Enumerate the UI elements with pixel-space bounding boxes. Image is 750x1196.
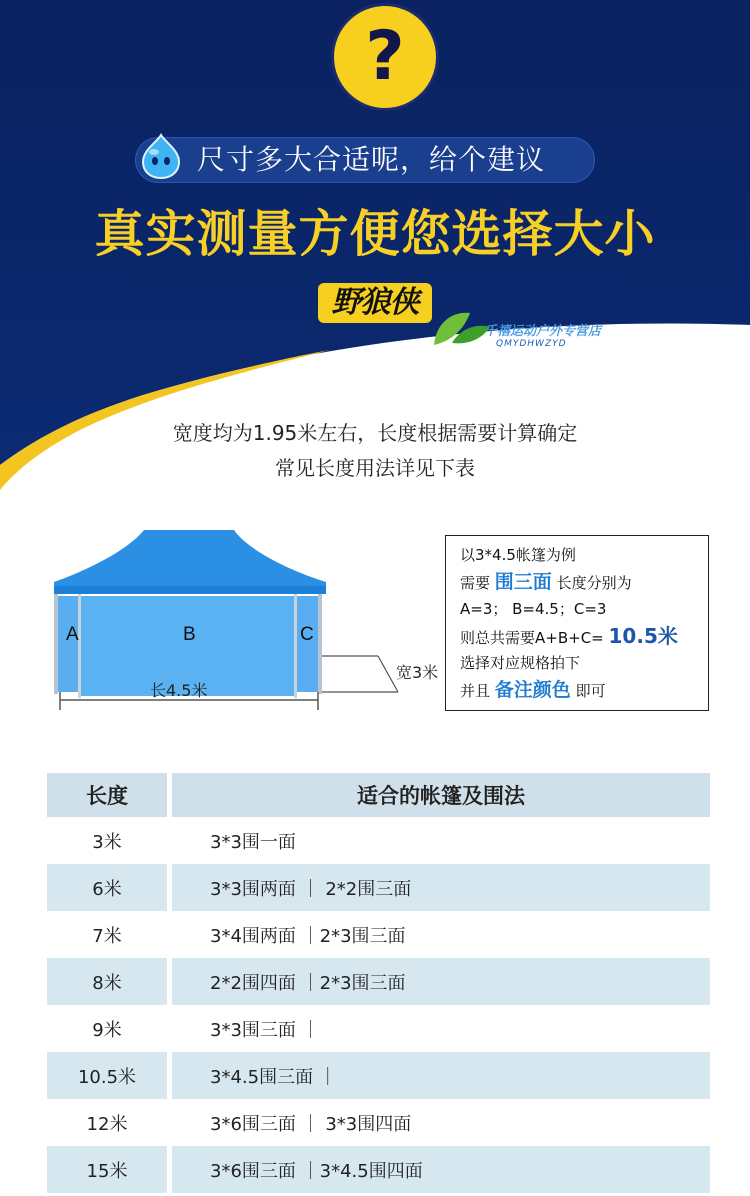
intro-line-1: 宽度均为1.95米左右，长度根据需要计算确定 [172, 421, 578, 445]
length-label: 长4.5米 [150, 681, 208, 700]
example-line-2-pre: 需要 [460, 574, 491, 592]
table-row [47, 1146, 710, 1193]
row-length: 15米 [47, 1146, 172, 1193]
water-drop-mascot-icon [137, 132, 185, 180]
row-usage: 3*4围两面 ｜2*3围三面 [210, 925, 406, 947]
header-length: 长度 [47, 773, 172, 817]
example-line-2-post: 长度分别为 [556, 574, 632, 592]
row-usage: 3*3围三面 ｜ [210, 1019, 320, 1041]
example-line-4-pre: 则总共需要A+B+C= [460, 629, 604, 647]
example-highlight-color: 备注颜色 [494, 679, 571, 701]
example-line-2 [460, 569, 694, 596]
question-mark-icon: ? [334, 6, 436, 108]
row-usage: 3*4.5围三面 ｜ [172, 1052, 710, 1099]
header-usage: 适合的帐篷及围法 [172, 773, 710, 817]
example-highlight-total: 10.5米 [608, 624, 678, 648]
brand-logo: 野狼侠 [318, 283, 432, 323]
row-usage: 3*6围三面 ｜3*4.5围四面 [172, 1146, 710, 1193]
wall-c-label: C [300, 624, 314, 645]
row-usage: 3*6围三面 ｜ 3*3围四面 [210, 1113, 412, 1135]
store-code: QMYDHWZYD [496, 339, 567, 349]
table-row [47, 1005, 710, 1052]
row-usage: 3*3围一面 [210, 831, 296, 853]
tent-diagram [48, 520, 448, 730]
length-usage-table [47, 773, 710, 1193]
row-length: 10.5米 [47, 1052, 172, 1099]
example-line-4 [460, 623, 694, 650]
example-box [445, 535, 709, 711]
pill-question-text: 尺寸多大合适呢，给个建议 [197, 143, 546, 176]
example-line-6 [460, 677, 694, 704]
row-length: 6米 [47, 864, 172, 911]
row-usage: 2*2围四面 ｜2*3围三面 [172, 958, 710, 1005]
example-line-5: 选择对应规格拍下 [460, 654, 581, 672]
table-row [47, 911, 710, 958]
page-headline: 真实测量方便您选择大小 [94, 205, 656, 263]
table-row [47, 864, 710, 911]
example-line-6-post: 即可 [575, 682, 606, 700]
wall-a-label: A [66, 624, 79, 645]
row-length: 7米 [92, 925, 122, 947]
table-row [47, 1099, 710, 1146]
row-length: 3米 [92, 831, 122, 853]
width-label: 宽3米 [396, 663, 439, 682]
table-header-row [47, 773, 710, 817]
table-row [47, 1052, 710, 1099]
example-highlight-sides: 围三面 [494, 571, 552, 593]
row-usage: 3*3围两面 ｜ 2*2围三面 [172, 864, 710, 911]
wall-b-label: B [183, 624, 196, 645]
table-row [47, 958, 710, 1005]
example-line-1: 以3*4.5帐篷为例 [460, 546, 576, 564]
table-row [47, 817, 710, 864]
example-line-3: A=3； B=4.5；C=3 [460, 600, 607, 618]
row-length: 12米 [86, 1113, 128, 1135]
row-length: 9米 [92, 1019, 122, 1041]
row-length: 8米 [47, 958, 172, 1005]
example-line-6-pre: 并且 [460, 682, 491, 700]
store-name: 千禧运动户外专营店 [484, 324, 602, 339]
intro-line-2: 常见长度用法详见下表 [275, 456, 475, 480]
